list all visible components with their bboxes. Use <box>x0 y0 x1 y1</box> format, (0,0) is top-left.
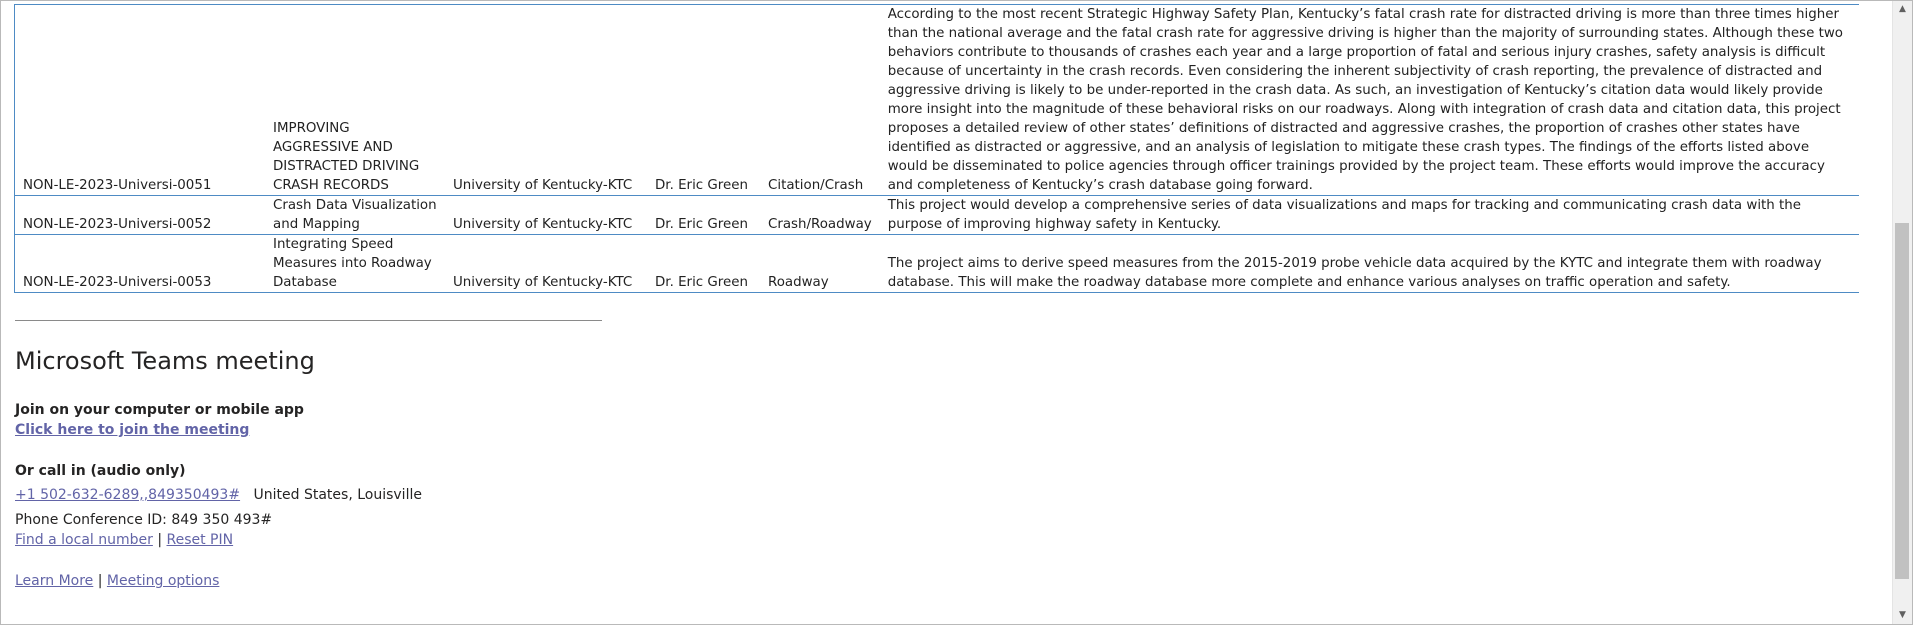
table-row <box>15 5 1860 196</box>
project-investigator: Dr. Eric Green <box>647 235 760 293</box>
project-description: The project aims to derive speed measures from the 2015-2019 probe vehicle data acquired by the KYTC and integrate them with roadway database. This will make the roadway database more complete and enhance various analyses on traffic operation and safety. <box>880 235 1859 293</box>
table-row <box>15 235 1860 293</box>
project-title: IMPROVING AGGRESSIVE AND DISTRACTED DRIVING CRASH RECORDS <box>265 5 445 196</box>
triangle-down-icon[interactable]: ▼ <box>1899 610 1906 620</box>
teams-divider <box>15 320 602 321</box>
meeting-options-link[interactable]: Meeting options <box>106 573 220 589</box>
project-organization: University of Kentucky-KTC <box>445 235 647 293</box>
conference-id-value: 849 350 493# <box>171 512 273 528</box>
table-row <box>15 196 1860 235</box>
join-meeting-link[interactable]: Click here to join the meeting <box>15 422 250 438</box>
local-number-line <box>15 532 233 548</box>
project-id: NON-LE-2023-Universi-0053 <box>15 235 266 293</box>
project-id: NON-LE-2023-Universi-0051 <box>15 5 266 196</box>
project-investigator: Dr. Eric Green <box>647 196 760 235</box>
projects-table <box>14 4 1859 293</box>
project-category: Citation/Crash <box>760 5 880 196</box>
call-in-heading: Or call in (audio only) <box>15 463 186 479</box>
conference-id-line <box>15 512 272 528</box>
project-organization: University of Kentucky-KTC <box>445 5 647 196</box>
project-organization: University of Kentucky-KTC <box>445 196 647 235</box>
reset-pin-link[interactable]: Reset PIN <box>166 532 234 548</box>
link-separator: | <box>157 532 163 548</box>
footer-links <box>15 573 219 589</box>
project-title: Crash Data Visualization and Mapping <box>265 196 445 235</box>
email-body <box>1 1 1892 624</box>
phone-number-link[interactable]: +1 502-632-6289,,849350493# <box>15 487 241 503</box>
project-id: NON-LE-2023-Universi-0052 <box>15 196 266 235</box>
phone-location: United States, Louisville <box>253 487 422 503</box>
link-separator: | <box>97 573 103 589</box>
project-title: Integrating Speed Measures into Roadway Database <box>265 235 445 293</box>
teams-meeting-title: Microsoft Teams meeting <box>15 347 315 375</box>
join-heading: Join on your computer or mobile app <box>15 402 304 418</box>
triangle-up-icon[interactable]: ▲ <box>1899 4 1906 14</box>
project-investigator: Dr. Eric Green <box>647 5 760 196</box>
project-category: Crash/Roadway <box>760 196 880 235</box>
vertical-scrollbar[interactable] <box>1892 1 1912 624</box>
project-description: According to the most recent Strategic Highway Safety Plan, Kentucky’s fatal crash rate for distracted driving is more than three times higher than the national average and the fatal crash rate for aggressive driving is higher than the majority of surrounding states. Although these two behaviors contribute to thousands of crashes each year and a large proportion of fatal and serious injury crashes, safety analysis is difficult because of uncertainty in the crash records. Even considering the inherent subjectivity of crash reporting, the prevalence of distracted and aggressive driving is likely to be under-reported in the crash data. As such, an investigation of Kentucky’s citation data would likely provide more insight into the magnitude of these behavioral risks on our roadways. Along with integration of crash data and citation data, this project proposes a detailed review of other states’ definitions of distracted and aggressive crashes, the proportion of crashes other states have identified as distracted or aggressive, and an analysis of legislation to mitigate these crash types. The findings of the efforts listed above would be disseminated to police agencies through officer trainings provided by the project team. These efforts would improve the accuracy and completeness of Kentucky’s crash database going forward. <box>880 5 1859 196</box>
find-local-number-link[interactable]: Find a local number <box>15 532 153 548</box>
project-description: This project would develop a comprehensive series of data visualizations and maps for tracking and communicating crash data with the purpose of improving highway safety in Kentucky. <box>880 196 1859 235</box>
learn-more-link[interactable]: Learn More <box>15 573 94 589</box>
conference-id-label: Phone Conference ID: <box>15 512 167 528</box>
phone-line <box>15 487 422 503</box>
project-category: Roadway <box>760 235 880 293</box>
scrollbar-thumb[interactable] <box>1895 223 1909 579</box>
